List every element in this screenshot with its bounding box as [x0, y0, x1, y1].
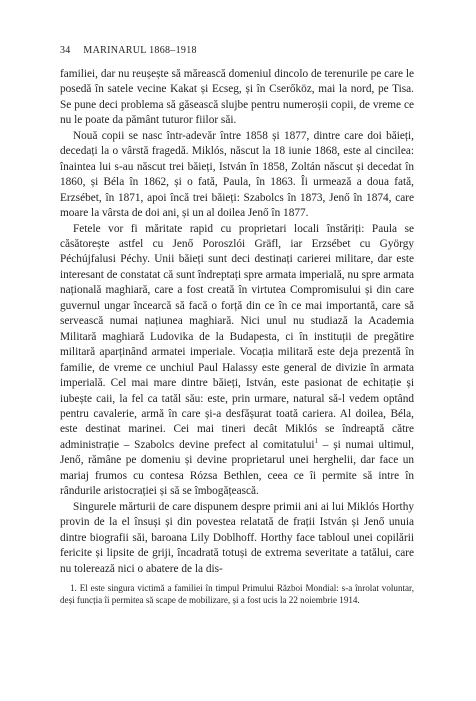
footnotes — [60, 583, 414, 607]
running-title: MARINARUL 1868–1918 — [83, 45, 197, 56]
paragraph: Singurele mărturii de care dispunem despre primii ani ai lui Miklós Horthy provin de la el însuși și din povestea relatată de frații István și Jenő unuia dintre biografii săi, baroana Lily Doblhoff. Horthy face tabloul unei copilării fericite și lipsite de griji, încadrată totuși de extrema severitate a tatălui, care nu tolerează nici o abatere de la dis- — [60, 500, 414, 575]
footnote: 1. El este singura victimă a familiei în timpul Primului Război Mondial: s-a înrolat voluntar, deși funcția îi permitea să scape de mobilizare, și a fost ucis la 22 noiembrie 1914. — [60, 583, 414, 605]
main-text — [60, 67, 414, 577]
running-header — [60, 45, 197, 56]
footnote-reference: 1 — [314, 437, 319, 446]
paragraph-text-continued: – și numai ultimul, Jenő, rămâne pe domeniu și devine proprietarul unei herghelii, dar face un mariaj frumos cu contesa Rózsa Bethlen, ceea ce îi permite să intre în rândurile aristocrației și să se îmbogățească. — [60, 438, 414, 498]
paragraph: familiei, dar nu reușește să mărească domeniul dincolo de terenurile pe care le posedă în satele vecine Kakat și Ecseg, și în Cserőköz, mai la nord, pe Tisa. Se pune deci problema să găsească slujbe pentru numeroșii copii, de vreme ce nu le poate da pământ tuturor fiilor săi. — [60, 68, 414, 127]
paragraph — [60, 222, 414, 500]
paragraph: Nouă copii se nasc într-adevăr între 1858 și 1877, dintre care doi băieți, decedați la o vârstă fragedă. Miklós, născut la 18 iunie 1868, este al cincilea: înaintea lui s-au născut trei băieți, István în 1858, Zoltán născut și decedat în 1860, și Béla în 1862, și o fată, Paula, în 1863. Îi urmează a doua fată, Erzsébet, în 1871, apoi încă trei băieți: Szabolcs în 1873, Jenő în 1874, care moare la vârsta de doi ani, și un al doilea Jenő în 1877. — [60, 129, 414, 220]
page-number: 34 — [60, 45, 71, 56]
paragraph-text: Fetele vor fi măritate rapid cu proprietari locali înstăriți: Paula se căsătorește astfel cu Jenő Poroszlói Gräfl, iar Erzsébet cu György Péchújfalusi Péchy. Unii băieți sunt deci destinați carierei militare, dar este interesant de constatat că sunt îndreptați spre armata imperială, nu spre armata națională maghiară, care a fost creată în virtutea Compromisului și din care guvernul ungar încearcă să facă o forță din ce în ce mai importantă, care să servească numai națiunea maghiară. Nici unul nu studiază la Academia Militară maghiară Ludovika de la Budapesta, ci în instituții de pregătire militară aparținând armatei imperiale. Vocația militară este deja prezentă în familie, de vreme ce unchiul Paul Halassy este general de divizie în armata imperială. Cel mai mare dintre băieți, István, este pasionat de echitație și iubește caii, la fel ca tatăl său: este, prin urmare, natural să-l vedem optând pentru cavalerie, armă în care și-a desfășurat toată cariera. Al doilea, Béla, este destinat marinei. Cei mai tineri decât Miklós se îndreaptă către administrație – Szabolcs devine prefect al comitatului — [60, 222, 414, 451]
